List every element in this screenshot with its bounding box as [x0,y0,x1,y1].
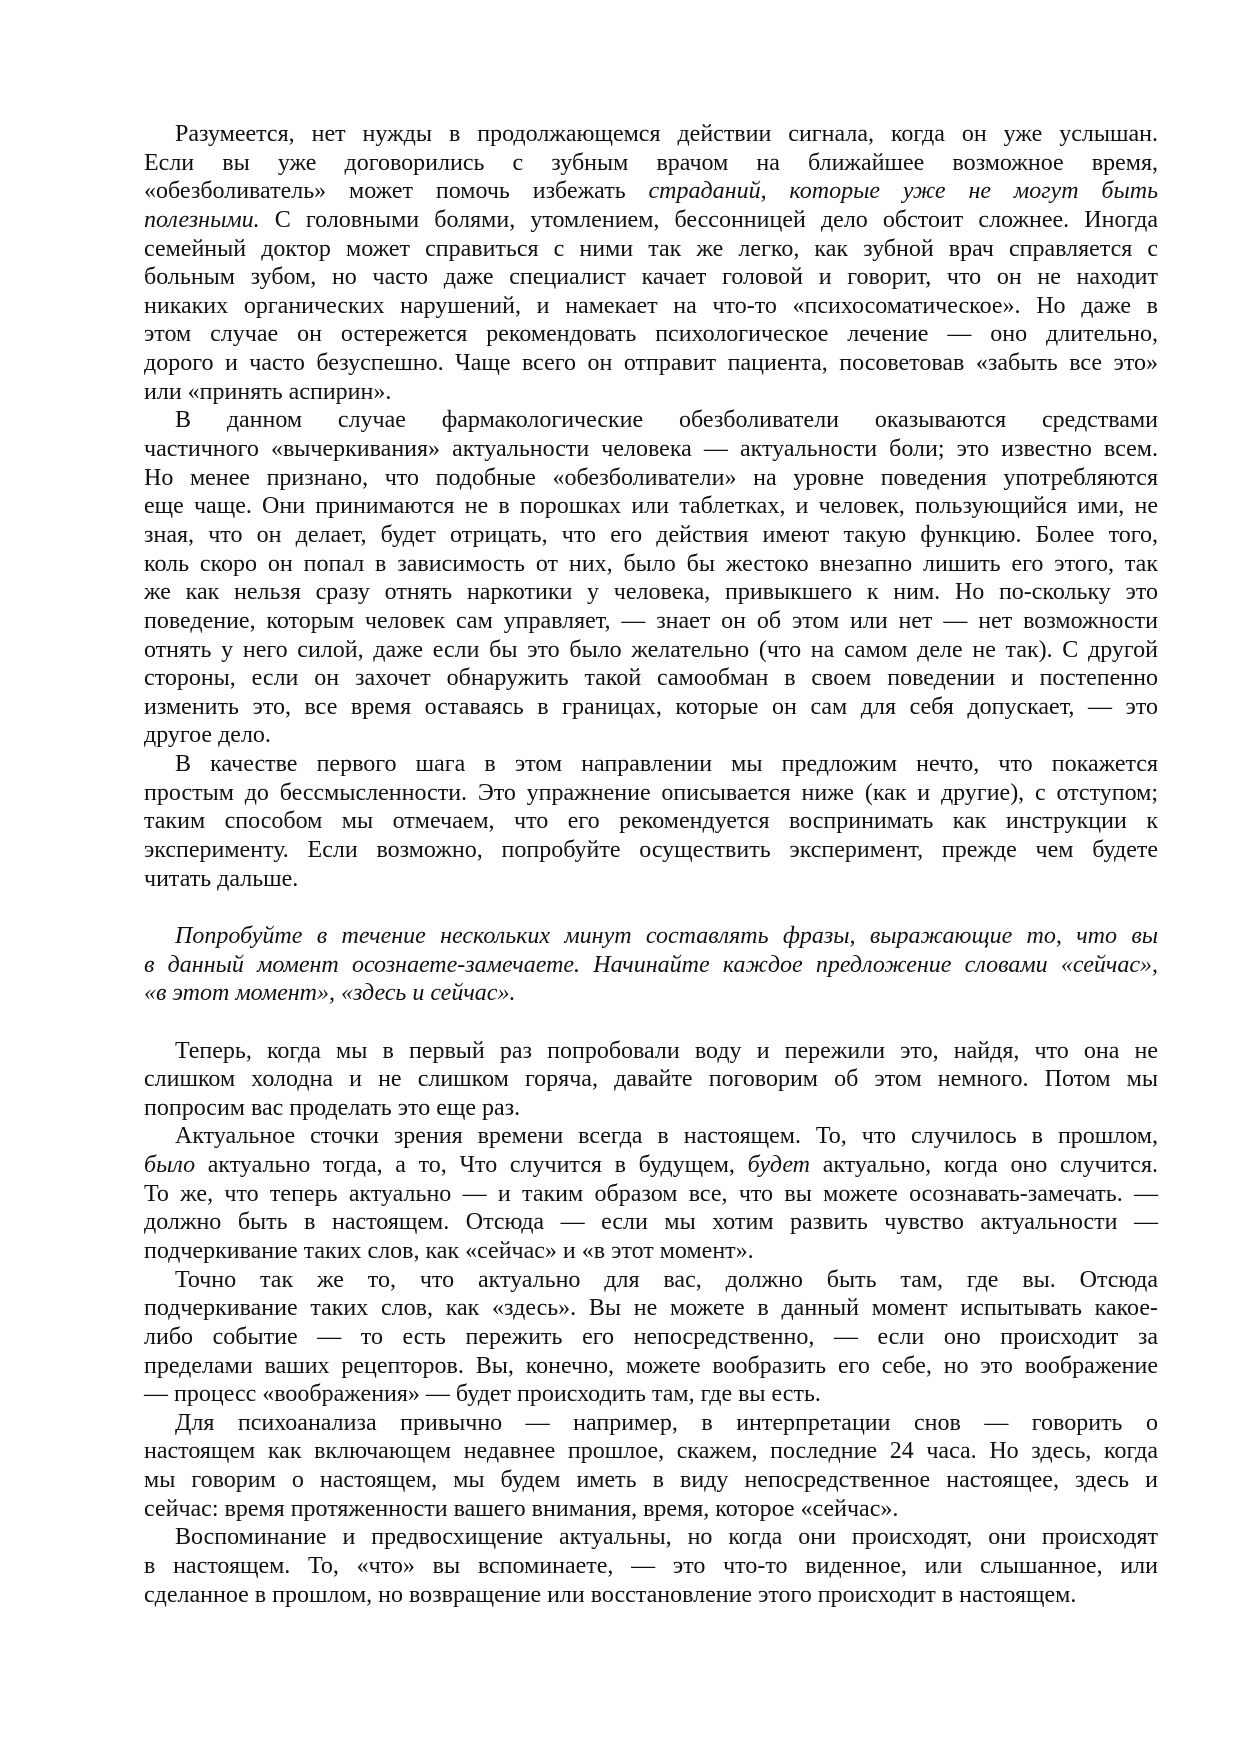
text-line [144,1122,1158,1151]
text-line [144,1037,1158,1066]
blank-line [144,893,1158,922]
italic-text-segment: «в этот момент», «здесь и сейчас». [144,980,516,1007]
text-segment: сейчас: время протяженности вашего внимания, время, которое «сейчас». [144,1495,899,1522]
text-line [144,235,1158,264]
text-line [144,292,1158,321]
italic-text-segment: страданий, которые уже не могут быть [648,178,1158,205]
text-line [144,636,1158,665]
text-segment: другое дело. [144,722,271,749]
italic-text-segment: в данный момент осознаете-замечаете. Начинайте каждое предложение словами «сейчас», [144,951,1158,978]
text-segment: подчеркивание таких слов, как «сейчас» и «в этот момент». [144,1237,754,1264]
italic-text-segment: было [144,1152,196,1179]
text-segment: попросим вас проделать это еще раз. [144,1094,521,1121]
text-line [144,1180,1158,1209]
text-line [144,349,1158,378]
text-segment: стороны, если он захочет обнаружить такой самообман в своем поведении и постепенно [144,665,1158,692]
text-line [144,177,1158,206]
text-segment: мы говорим о настоящем, мы будем иметь в виду непосредственное настоящее, здесь и [144,1467,1158,1494]
text-segment: больным зубом, но часто даже специалист качает головой и говорит, что он не находит [144,264,1158,291]
text-segment: подчеркивание таких слов, как «здесь». Вы не можете в данный момент испытывать какое- [144,1295,1158,1322]
text-line [144,922,1158,951]
text-segment: или «принять аспирин». [144,378,392,405]
text-segment: зная, что он делает, будет отрицать, что его действия имеют такую функцию. Более того, [144,521,1158,548]
text-segment: Актуальное сточки зрения времени всегда в настоящем. То, что случилось в прошлом, [175,1123,1158,1150]
text-line [144,607,1158,636]
text-line [144,721,1158,750]
text-segment: В качестве первого шага в этом направлении мы предложим нечто, что покажется [175,751,1158,778]
text-line [144,693,1158,722]
paragraph [144,1266,1158,1409]
text-line [144,320,1158,349]
paragraph [144,1409,1158,1524]
text-segment: частичного «вычеркивания» актуальности человека — актуальности боли; это известно всем. [144,436,1158,463]
text-line [144,492,1158,521]
text-line [144,1065,1158,1094]
italic-text-segment: будет [747,1152,811,1179]
paragraph [144,120,1158,406]
text-segment: сделанное в прошлом, но возвращение или восстановление этого происходит в настоящем. [144,1581,1077,1608]
text-line [144,1237,1158,1266]
italic-text-segment: Попробуйте в течение нескольких минут составлять фразы, выражающие то, что вы [175,922,1158,949]
text-segment: Разумеется, нет нужды в продолжающемся действии сигнала, когда он уже услышан. [175,121,1158,147]
text-segment: актуально тогда, а то, Что случится в будущем, [195,1152,748,1179]
text-segment: еще чаще. Они принимаются не в порошках или таблетках, и человек, пользующийся ими, не [144,493,1158,520]
text-line [144,807,1158,836]
text-segment: настоящем как включающем недавнее прошлое, скажем, последние 24 часа. Но здесь, когда [144,1438,1158,1465]
text-line [144,206,1158,235]
document-page [144,120,1158,1609]
text-line [144,1323,1158,1352]
text-segment: пределами ваших рецепторов. Вы, конечно, можете вообразить его себе, но это воображение [144,1352,1158,1379]
text-line [144,1094,1158,1123]
text-line [144,1552,1158,1581]
text-line [144,406,1158,435]
text-segment: Воспоминание и предвосхищение актуальны, но когда они происходят, они происходят [175,1524,1158,1551]
text-segment: Для психоанализа привычно — например, в интерпретации снов — говорить о [175,1409,1158,1436]
text-segment: читать дальше. [144,865,299,892]
text-segment: В данном случае фармакологические обезболиватели оказываются средствами [175,407,1158,434]
paragraph [144,1523,1158,1609]
text-segment: поведение, которым человек сам управляет, — знает он об этом или нет — нет возможности [144,607,1158,634]
text-segment: изменить это, все время оставаясь в границах, которые он сам для себя допускает, — это [144,693,1158,720]
text-line [144,750,1158,779]
text-segment: актуально, когда оно случится. [810,1152,1159,1179]
text-segment: коль скоро он попал в зависимость от них, было бы жестоко внезапно лишить его этого, так [144,550,1158,577]
blank-line [144,1008,1158,1037]
text-line [144,1352,1158,1381]
text-segment: эксперименту. Если возможно, попробуйте осуществить эксперимент, прежде чем будете [144,837,1158,864]
text-segment: «обезболиватель» может помочь избежать [144,178,649,205]
text-segment: должно быть в настоящем. Отсюда — если мы хотим развить чувство актуальности — [144,1209,1158,1236]
text-segment: Теперь, когда мы в первый раз попробовали воду и пережили это, найдя, что она не [175,1037,1158,1064]
text-line [144,1523,1158,1552]
text-line [144,149,1158,178]
italic-text-segment: полезными. [144,206,260,233]
text-line [144,664,1158,693]
text-line [144,521,1158,550]
text-line [144,865,1158,894]
text-line [144,435,1158,464]
text-line [144,951,1158,980]
text-segment: — процесс «воображения» — будет происходить там, где вы есть. [144,1381,821,1408]
text-line [144,1208,1158,1237]
text-line [144,120,1158,149]
text-line [144,578,1158,607]
text-segment: семейный доктор может справиться с ними так же легко, как зубной врач справляется с [144,235,1158,262]
text-line [144,1151,1158,1180]
text-line [144,464,1158,493]
text-segment: этом случае он остережется рекомендовать психологическое лечение — оно длительно, [144,321,1158,348]
text-segment: Точно так же то, что актуально для вас, должно быть там, где вы. Отсюда [175,1266,1158,1293]
text-segment: либо событие — то есть пережить его непосредственно, — если оно происходит за [144,1323,1158,1350]
text-line [144,1294,1158,1323]
paragraph [144,406,1158,750]
text-segment: отнять у него силой, даже если бы это было желательно (что на самом деле не так). С другой [144,636,1158,663]
text-line [144,836,1158,865]
text-segment: То же, что теперь актуально — и таким образом все, что вы можете осознавать-замечать. — [144,1180,1158,1207]
text-line [144,378,1158,407]
text-line [144,1266,1158,1295]
text-segment: С головными болями, утомлением, бессонницей дело обстоит сложнее. Иногда [259,206,1158,233]
text-line [144,979,1158,1008]
text-line [144,779,1158,808]
paragraph [144,1037,1158,1123]
text-line [144,263,1158,292]
text-segment: Но менее признано, что подобные «обезболиватели» на уровне поведения употребляются [144,464,1158,491]
text-line [144,550,1158,579]
text-line [144,1437,1158,1466]
text-line [144,1409,1158,1438]
text-segment: простым до бессмысленности. Это упражнение описывается ниже (как и другие), с отступом; [144,779,1158,806]
text-line [144,1581,1158,1610]
text-line [144,1466,1158,1495]
text-segment: дорого и часто безуспешно. Чаще всего он отправит пациента, посоветовав «забыть все это» [144,350,1158,377]
paragraph [144,1122,1158,1265]
text-line [144,1495,1158,1524]
text-segment: слишком холодна и не слишком горяча, давайте поговорим об этом немного. Потом мы [144,1066,1158,1093]
text-segment: таким способом мы отмечаем, что его рекомендуется воспринимать как инструкции к [144,808,1158,835]
paragraph [144,750,1158,893]
text-segment: в настоящем. То, «что» вы вспоминаете, — это что-то виденное, или слышанное, или [144,1553,1158,1580]
text-segment: же как нельзя сразу отнять наркотики у человека, привыкшего к ним. Но по-скольку это [144,579,1158,606]
text-segment: Если вы уже договорились с зубным врачом на ближайшее возможное время, [144,149,1158,176]
text-line [144,1380,1158,1409]
text-segment: никаких органических нарушений, и намекает на что-то «психосоматическое». Но даже в [144,292,1158,319]
paragraph [144,922,1158,1008]
